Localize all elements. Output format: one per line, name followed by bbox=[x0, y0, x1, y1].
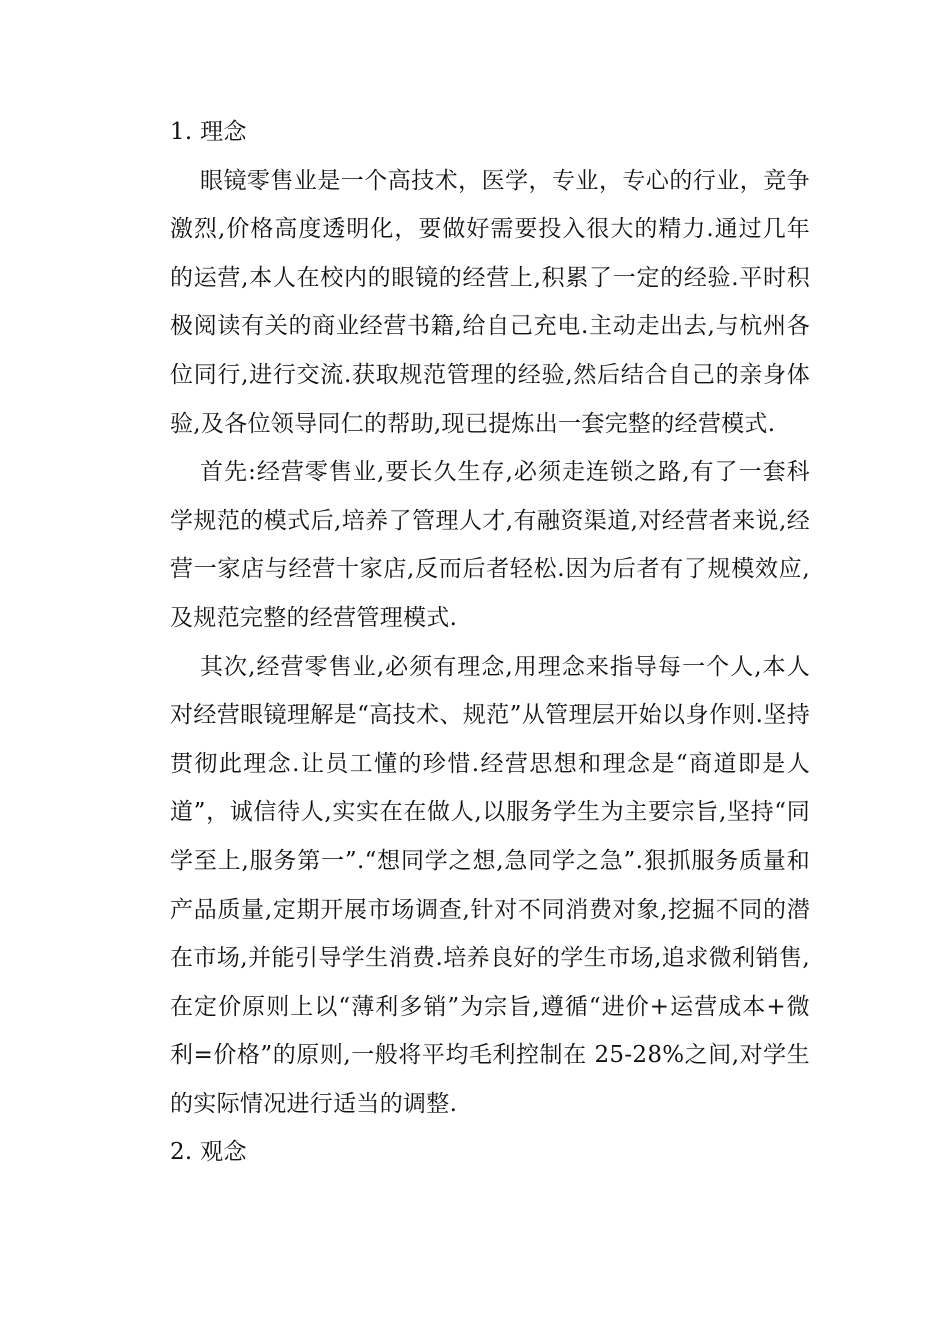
section-heading-1: 1. 理念 bbox=[170, 119, 247, 145]
paragraph-first: 首先:经营零售业,要长久生存,必须走连锁之路,有了一套科学规范的模式后,培养了管理人才,有融资渠道,对经营者来说,经营一家店与经营十家店,反而后者轻松.因为后者有了规模效应,及规范完整的经营管理模式. bbox=[170, 459, 810, 631]
document-body bbox=[170, 108, 810, 1177]
section-heading-2: 2. 观念 bbox=[170, 1139, 247, 1166]
paragraph-intro: 眼镜零售业是一个高技术，医学，专业，专心的行业，竞争激烈,价格高度透明化，要做好需要投入很大的精力.通过几年的运营,本人在校内的眼镜的经营上,积累了一定的经验.平时积极阅读有关的商业经营书籍,给自己充电.主动走出去,与杭州各位同行,进行交流.获取规范管理的经验,然后结合自己的亲身体验,及各位领导同仁的帮助,现已提炼出一套完整的经营模式. bbox=[170, 167, 810, 437]
paragraph-second: 其次,经营零售业,必须有理念,用理念来指导每一个人,本人对经营眼镜理解是“高技术、规范”从管理层开始以身作则.坚持贯彻此理念.让员工懂的珍惜.经营思想和理念是“商道即是人道”，诚信待人,实实在在做人,以服务学生为主要宗旨,坚持“同学至上,服务第一”.“想同学之想,急同学之急”.狠抓服务质量和产品质量,定期开展市场调查,针对不同消费对象,挖掘不同的潜在市场,并能引导学生消费.培养良好的学生市场,追求微利销售,在定价原则上以“薄利多销”为宗旨,遵循“进价+运营成本+微利=价格”的原则,一般将平均毛利控制在 25-28%之间,对学生的实际情况进行适当的调整. bbox=[170, 653, 810, 1117]
